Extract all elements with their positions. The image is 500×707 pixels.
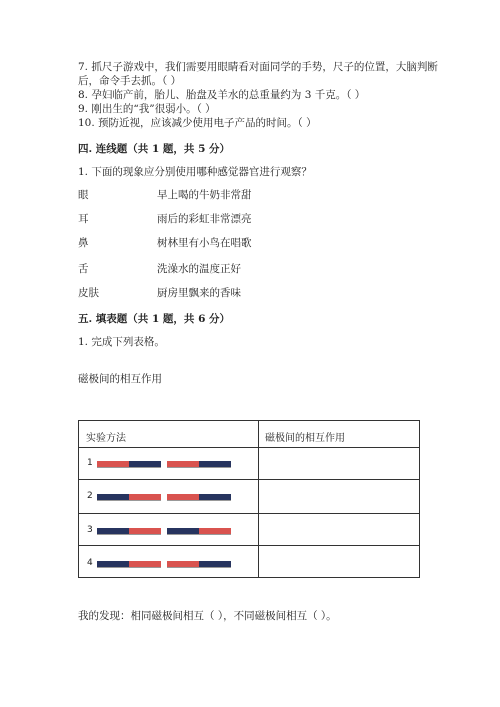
match-left-2: 耳: [78, 213, 89, 225]
match-left-5: 皮肤: [78, 287, 99, 299]
question-10: 10. 预防近视，应该减少使用电子产品的时间。（ ）: [78, 117, 317, 129]
section-5-heading: 五. 填表题（共 1 题，共 6 分）: [78, 313, 231, 325]
magnet-row3-right: [167, 528, 231, 534]
magnet-table: [78, 420, 420, 578]
match-right-2: 雨后的彩虹非常漂亮: [157, 213, 252, 225]
magnet-row4-right: [167, 561, 231, 567]
section-5-question: 1. 完成下列表格。: [78, 336, 165, 348]
match-left-4: 舌: [78, 263, 89, 275]
question-7-cont: 后，命令手去抓。（ ）: [78, 75, 182, 87]
question-8: 8. 孕妇临产前，胎儿、胎盘及羊水的总重量约为 3 千克。（ ）: [78, 89, 366, 101]
magnet-row3-left: [97, 528, 161, 534]
section-4-heading: 四. 连线题（共 1 题，共 5 分）: [78, 143, 231, 155]
magnet-row2-right: [167, 494, 231, 500]
table-header-interaction: 磁极间的相互作用: [265, 433, 345, 444]
magnet-row1-right: [167, 461, 231, 467]
match-left-1: 眼: [78, 189, 89, 201]
magnet-row2-left: [97, 494, 161, 500]
question-7: 7. 抓尺子游戏中，我们需要用眼睛看对面同学的手势，尺子的位置，大脑判断: [78, 61, 438, 73]
section-4-question: 1. 下面的现象应分别使用哪种感觉器官进行观察？: [78, 166, 312, 178]
finding-statement: 我的发现：相同磁极间相互（ ），不同磁极间相互（ ）。: [78, 610, 337, 622]
table-header-method: 实验方法: [86, 433, 126, 444]
magnet-row1-left: [97, 461, 161, 467]
question-9: 9. 刚出生的“我”很弱小。（ ）: [78, 103, 216, 115]
match-right-4: 洗澡水的温度正好: [157, 263, 241, 275]
row-number-3: 3: [87, 525, 93, 535]
row-number-4: 4: [87, 558, 93, 568]
match-left-3: 鼻: [78, 237, 89, 249]
match-right-1: 早上喝的牛奶非常甜: [157, 189, 252, 201]
row-number-1: 1: [87, 458, 93, 468]
table-caption: 磁极间的相互作用: [78, 373, 162, 385]
match-right-3: 树林里有小鸟在唱歌: [157, 237, 252, 249]
row-number-2: 2: [87, 491, 93, 501]
magnet-row4-left: [97, 561, 161, 567]
match-right-5: 厨房里飘来的香味: [157, 287, 241, 299]
